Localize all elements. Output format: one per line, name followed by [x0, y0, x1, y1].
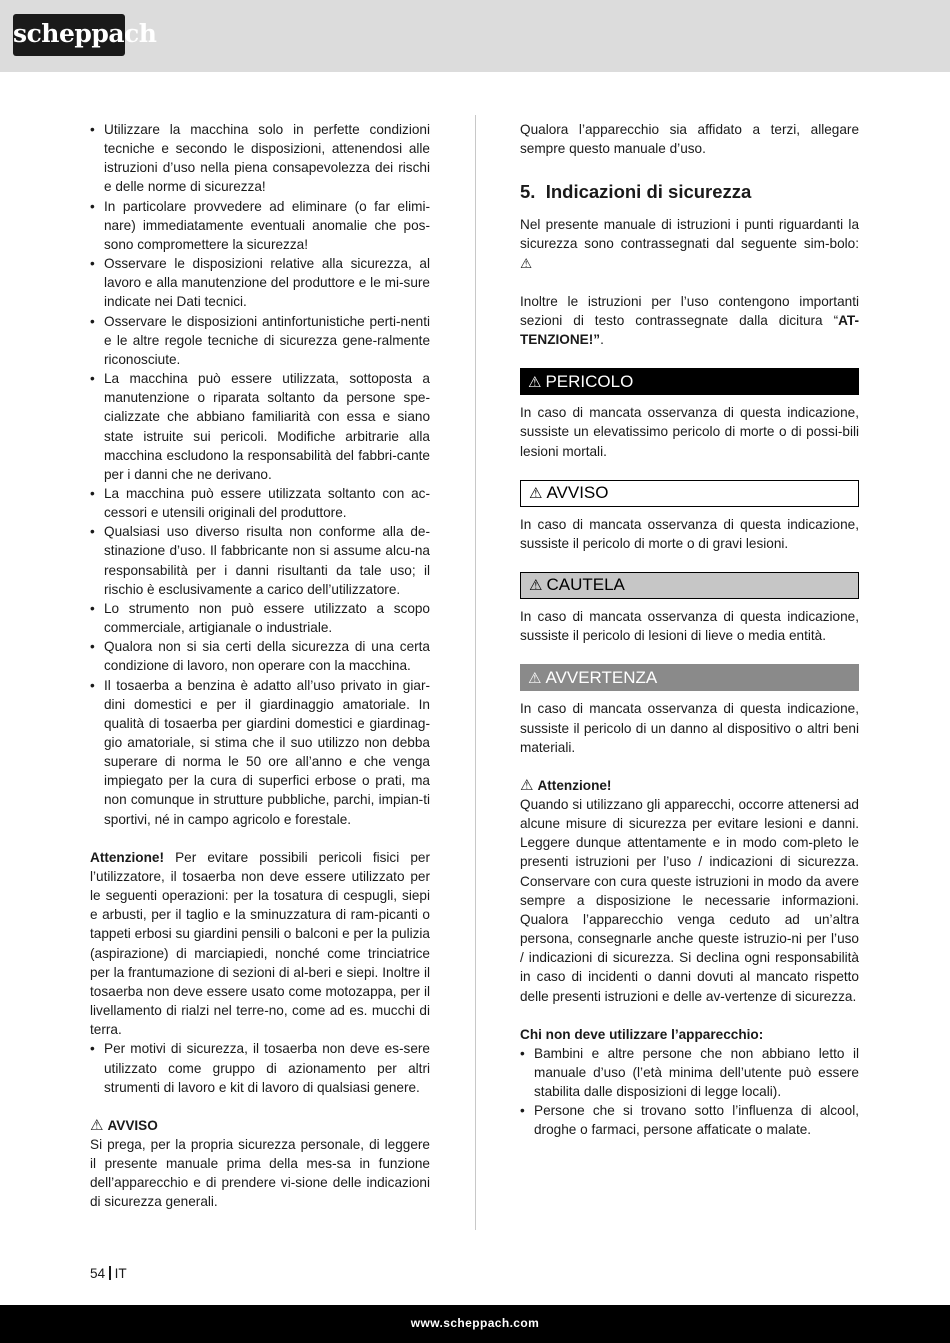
attention-paragraph	[90, 848, 430, 1040]
attention-heading: ⚠ Attenzione!	[520, 776, 612, 794]
intro-text: Qualora l’apparecchio sia affidato a terzi, allegare sempre questo manuale d’uso.	[520, 122, 859, 157]
attention-marking-paragraph: Inoltre le istruzioni per l’uso contengono importanti sezioni di testo contrassegnate dalla dicitura “AT-TENZIONE!”.	[520, 293, 859, 348]
website-link[interactable]: www.scheppach.com	[410, 1316, 540, 1330]
warning-label-box: ⚠ AVVISO	[520, 480, 859, 507]
safety-bullet-list	[90, 120, 430, 829]
warning-triangle-icon: ⚠	[90, 1116, 104, 1134]
column-divider	[475, 115, 476, 1230]
list-item: • Bambini e altre persone che non abbiano letto il manuale d’uso (l’età minima dell’utente può essere stabilita dalle disposizioni di legge locali).	[520, 1044, 859, 1101]
notice-text: In caso di mancata osservanza di questa indicazione, sussiste il pericolo di un danno al dispositivo o altri beni materiali.	[520, 701, 859, 755]
list-item: • In particolare provvedere ad eliminare (o far elimi-nare) immediatamente eventuali anomalie che pos-sono compromettere la sicurezza!	[90, 197, 430, 254]
list-item: • Persone che si trovano sotto l’influenza di alcool, droghe o farmaci, persone affaticate o malate.	[520, 1101, 859, 1139]
list-item: • Il tosaerba a benzina è adatto all’uso privato in giar-dini domestici e per il giardinaggio amatoriale. In qualità di tosaerba per giardini domestici e giardinag-gio amatoriale, si stima che il suo utilizzo non debba superare di norma le 50 ore all’anno e che venga impiegato per la cura di superfici erbose o prati, ma non comunque in strutture pubbliche, parchi, impian-ti sportivi, né in campo agricolo e forestale.	[90, 676, 430, 829]
attention-label: Attenzione!	[90, 849, 165, 865]
list-item: • Utilizzare la macchina solo in perfette condizioni tecniche e secondo le disposizioni, attenendosi alle istruzioni d’uso nella piena consapevolezza dei rischi e delle norme di sicurezza!	[90, 120, 430, 197]
avviso-text: Si prega, per la propria sicurezza personale, di leggere il presente manuale prima della mes-sa in funzione dell’apparecchio e di prendere vi-sione delle indicazioni di sicurezza generali.	[90, 1136, 430, 1210]
footer-band	[0, 1305, 950, 1343]
attention-text: Per evitare possibili pericoli fisici per l’utilizzatore, il tosaerba non deve essere utilizzato per le seguenti operazioni: per la tosatura di cespugli, siepi e arbusti, per il taglio e la sminuzzatura di ram-picanti o tappeti erbosi su giardini pensili o balconi e per la pulizia (aspirazione) di marciapiedi, nonché come trinciatrice per la frantumazione di sezioni di al-beri e siepi. Inoltre il tosaerba non deve essere usato come motozappa, per il livellamento di rialzi nel terre-no, come ad es. mucchi di terra.	[90, 849, 430, 1038]
list-item: • La macchina può essere utilizzata, sottoposta a manutenzione o riparata soltanto da persone spe-cializzate che abbiano familiarità con essa e siano state istruite sui pericoli. Modifiche arbitrarie alla macchina escludono la responsabilità del fabbri-cante per i danni che ne derivano.	[90, 369, 430, 484]
list-item: • Osservare le disposizioni antinfortunistiche perti-nenti e le altre regole tecniche di sicurezza gene-ralmente riconosciute.	[90, 312, 430, 369]
warning-triangle-icon: ⚠	[529, 484, 543, 502]
brand-logo: scheppach	[13, 14, 125, 56]
section-title: 5. Indicazioni di sicurezza	[520, 181, 752, 203]
warning-triangle-icon: ⚠	[529, 577, 543, 595]
warning-text: In caso di mancata osservanza di questa indicazione, sussiste il pericolo di morte o di gravi lesioni.	[520, 516, 859, 551]
drive-unit-bullet-list	[90, 1039, 430, 1096]
list-item: • Lo strumento non può essere utilizzato a scopo commerciale, artigianale o industriale.	[90, 599, 430, 637]
who-heading: Chi non deve utilizzare l’apparecchio:	[520, 1026, 764, 1042]
avviso-heading: ⚠ AVVISO	[90, 1116, 158, 1134]
list-item: • Osservare le disposizioni relative alla sicurezza, al lavoro e alla manutenzione del produttore e le mi-sure indicate nei Dati tecnici.	[90, 254, 430, 311]
list-item: • Qualsiasi uso diverso risulta non conforme alla de-stinazione d’uso. Il fabbricante non si assume alcu-na responsabilità per i danni risultanti da tale uso; il rischio è esclusivamente a carico dell’utilizzatore.	[90, 522, 430, 599]
caution-text: In caso di mancata osservanza di questa indicazione, sussiste il pericolo di lesioni di lieve o media entità.	[520, 609, 859, 644]
attention-body: Quando si utilizzano gli apparecchi, occorre attenersi ad alcune misure di sicurezza per evitare lesioni e danni. Leggere dunque attentamente e in modo com-pleto le presenti istruzioni per l’uso / indicazioni di sicurezza. Conservare con cura queste istruzioni in modo da avere sempre a disposizione le necessarie informazioni. Qualora l’apparecchio venga ceduto ad un’altra persona, consegnarle anche queste istruzio-ni per l’uso / indicazioni di sicurezza. Si declina ogni responsabilità in caso di incidenti o danni dovuti al mancato rispetto delle presenti istruzioni e delle av-vertenze di sicurezza.	[520, 796, 859, 1004]
page-number: 54 IT	[90, 1266, 127, 1281]
list-item: • Per motivi di sicurezza, il tosaerba non deve es-sere utilizzato come gruppo di azionamento per altri strumenti di lavoro e kit di lavoro di qualsiasi genere.	[90, 1039, 430, 1096]
page-separator	[109, 1266, 111, 1280]
symbol-paragraph: Nel presente manuale di istruzioni i punti riguardanti la sicurezza sono contrassegnati dal seguente sim-bolo: ⚠	[520, 217, 859, 271]
list-item: • Qualora non si sia certi della sicurezza di una certa condizione di lavoro, non operare con la macchina.	[90, 637, 430, 675]
danger-label-box: ⚠ PERICOLO	[520, 368, 859, 395]
left-column	[90, 120, 430, 1212]
who-bullet-list	[520, 1044, 859, 1140]
warning-triangle-icon: ⚠	[528, 374, 542, 392]
warning-triangle-icon: ⚠	[520, 776, 534, 794]
notice-label-box: ⚠ AVVERTENZA	[520, 664, 859, 691]
warning-triangle-icon: ⚠	[528, 670, 542, 688]
header-band	[0, 0, 950, 72]
caution-label-box: ⚠ CAUTELA	[520, 572, 859, 599]
list-item: • La macchina può essere utilizzata soltanto con ac-cessori e utensili originali del produttore.	[90, 484, 430, 522]
right-column	[520, 120, 859, 1140]
danger-text: In caso di mancata osservanza di questa indicazione, sussiste un elevatissimo pericolo di morte o di possi-bili lesioni mortali.	[520, 405, 859, 459]
